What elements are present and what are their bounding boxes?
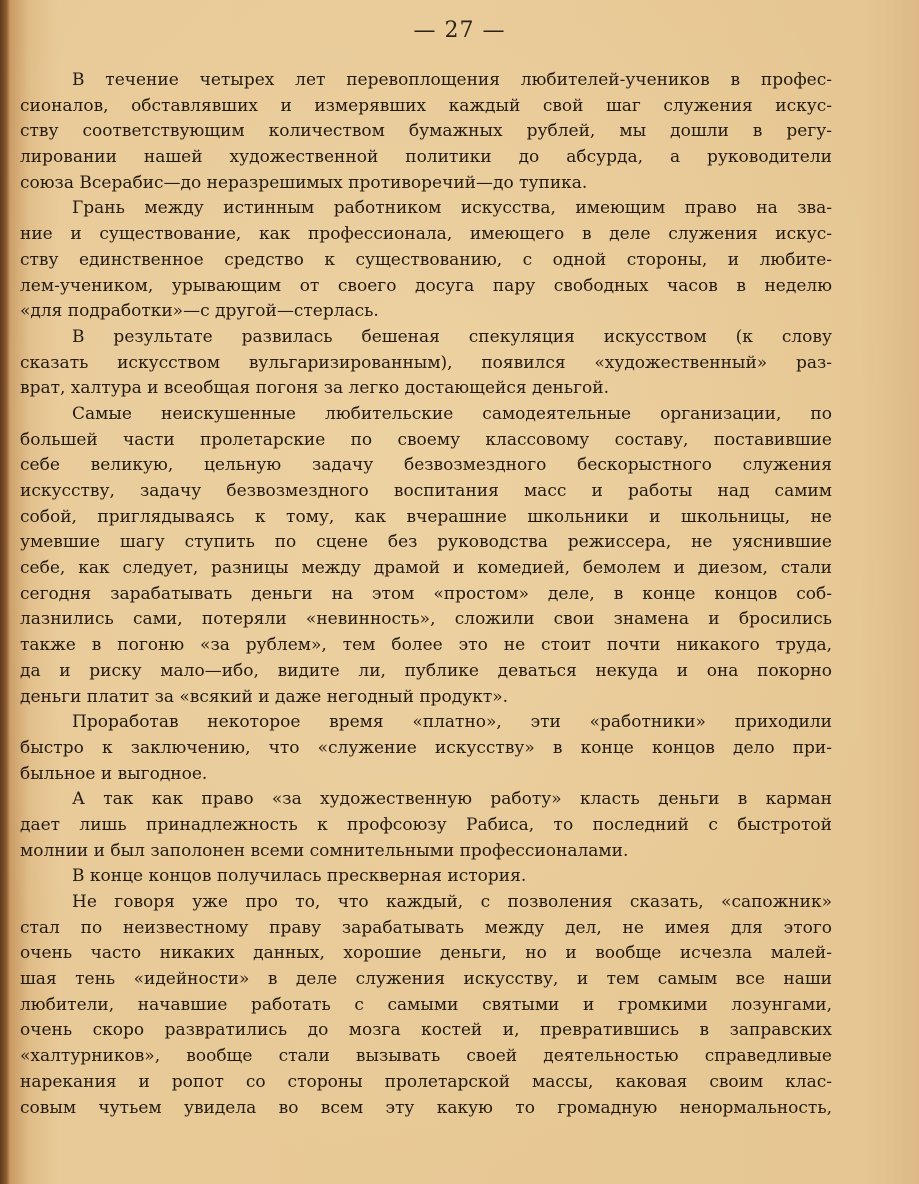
book-spine-shadow [0, 0, 10, 1184]
text-line: Проработав некоторое время «платно», эти «работники» приходили [72, 712, 832, 733]
text-line: сказать искусством вульгаризированным), появился «художественный» раз- [20, 352, 832, 373]
text-line: Грань между истинным работником искусства, имеющим право на зва- [72, 198, 832, 219]
text-line: врат, халтура и всеобщая погоня за легко достающейся деньгой. [20, 378, 609, 399]
text-line: лазнились сами, потеряли «невинность», сложили свои знамена и бросились [20, 609, 832, 630]
text-line: Самые неискушенные любительские самодеятельные организации, по [72, 403, 832, 424]
text-line: лем-учеником, урывающим от своего досуга пару свободных часов в неделю [20, 275, 832, 296]
text-line: деньги платит за «всякий и даже негодный продукт». [20, 686, 509, 707]
text-line: сионалов, обставлявших и измерявших каждый свой шаг служения искус- [20, 95, 832, 116]
text-line: любители, начавшие работать с самыми святыми и громкими лозунгами, [20, 994, 832, 1015]
text-line: «для подработки»—с другой—стерлась. [20, 301, 379, 322]
page-number: — 27 — [413, 18, 506, 43]
text-line: «халтурников», вообще стали вызывать своей деятельностью справедливые [20, 1046, 832, 1067]
text-line: молнии и был заполонен всеми сомнительными профессионалами. [20, 840, 629, 861]
text-line: шая тень «идейности» в деле служения искусству, и тем самым все наши [20, 969, 832, 990]
text-line: также в погоню «за рублем», тем более это не стоит почти никакого труда, [20, 635, 832, 656]
text-line: ству соответствующим количеством бумажных рублей, мы дошли в регу- [20, 121, 832, 142]
text-line: В конце концов получилась прескверная история. [72, 866, 527, 887]
text-line: Не говоря уже про то, что каждый, с позволения сказать, «сапожник» [72, 892, 832, 912]
text-line: нарекания и ропот со стороны пролетарской массы, каковая своим клас- [20, 1071, 832, 1092]
text-line: себе, как следует, разницы между драмой и комедией, бемолем и диезом, стали [20, 558, 832, 579]
text-line: А так как право «за художественную работу» класть деньги в карман [72, 789, 832, 810]
text-line: союза Всерабис—до неразрешимых противоречий—до тупика. [20, 172, 588, 193]
text-line: собой, приглядываясь к тому, как вчерашние школьники и школьницы, не [20, 506, 832, 527]
text-line: большей части пролетарские по своему классовому составу, поставившие [20, 429, 832, 450]
body-text [20, 68, 832, 1121]
text-line: лировании нашей художественной политики до абсурда, а руководители [20, 147, 832, 168]
text-line: умевшие шагу ступить по сцене без руководства режиссера, не уяснившие [20, 532, 832, 553]
text-line: быстро к заключению, что «служение искусству» в конце концов дело при- [20, 737, 832, 758]
text-line: В течение четырех лет перевоплощения любителей-учеников в профес- [72, 70, 832, 90]
text-line: В результате развилась бешеная спекуляция искусством (к слову [72, 326, 832, 347]
text-line: стал по неизвестному праву зарабатывать между дел, не имея для этого [20, 917, 832, 938]
text-line: очень часто никаких данных, хорошие деньги, но и вообще исчезла малей- [20, 943, 832, 964]
text-line: очень скоро развратились до мозга костей и, превратившись в заправских [20, 1020, 832, 1041]
text-line: совым чутьем увидела во всем эту какую то громадную ненормальность, [20, 1097, 832, 1118]
text-line: ству единственное средство к существованию, с одной стороны, и любите- [20, 249, 832, 270]
text-line: дает лишь принадлежность к профсоюзу Рабиса, то последний с быстротой [20, 814, 832, 835]
text-line: себе великую, цельную задачу безвозмездного бескорыстного служения [20, 455, 832, 476]
text-line: да и риску мало—ибо, видите ли, публике деваться некуда и она покорно [20, 660, 832, 681]
text-line: ние и существование, как профессионала, имеющего в деле служения искус- [20, 224, 832, 245]
text-line: быльное и выгодное. [20, 763, 208, 784]
text-line: сегодня зарабатывать деньги на этом «простом» деле, в конце концов соб- [20, 583, 832, 604]
text-line: искусству, задачу безвозмездного воспитания масс и работы над самим [20, 481, 832, 501]
